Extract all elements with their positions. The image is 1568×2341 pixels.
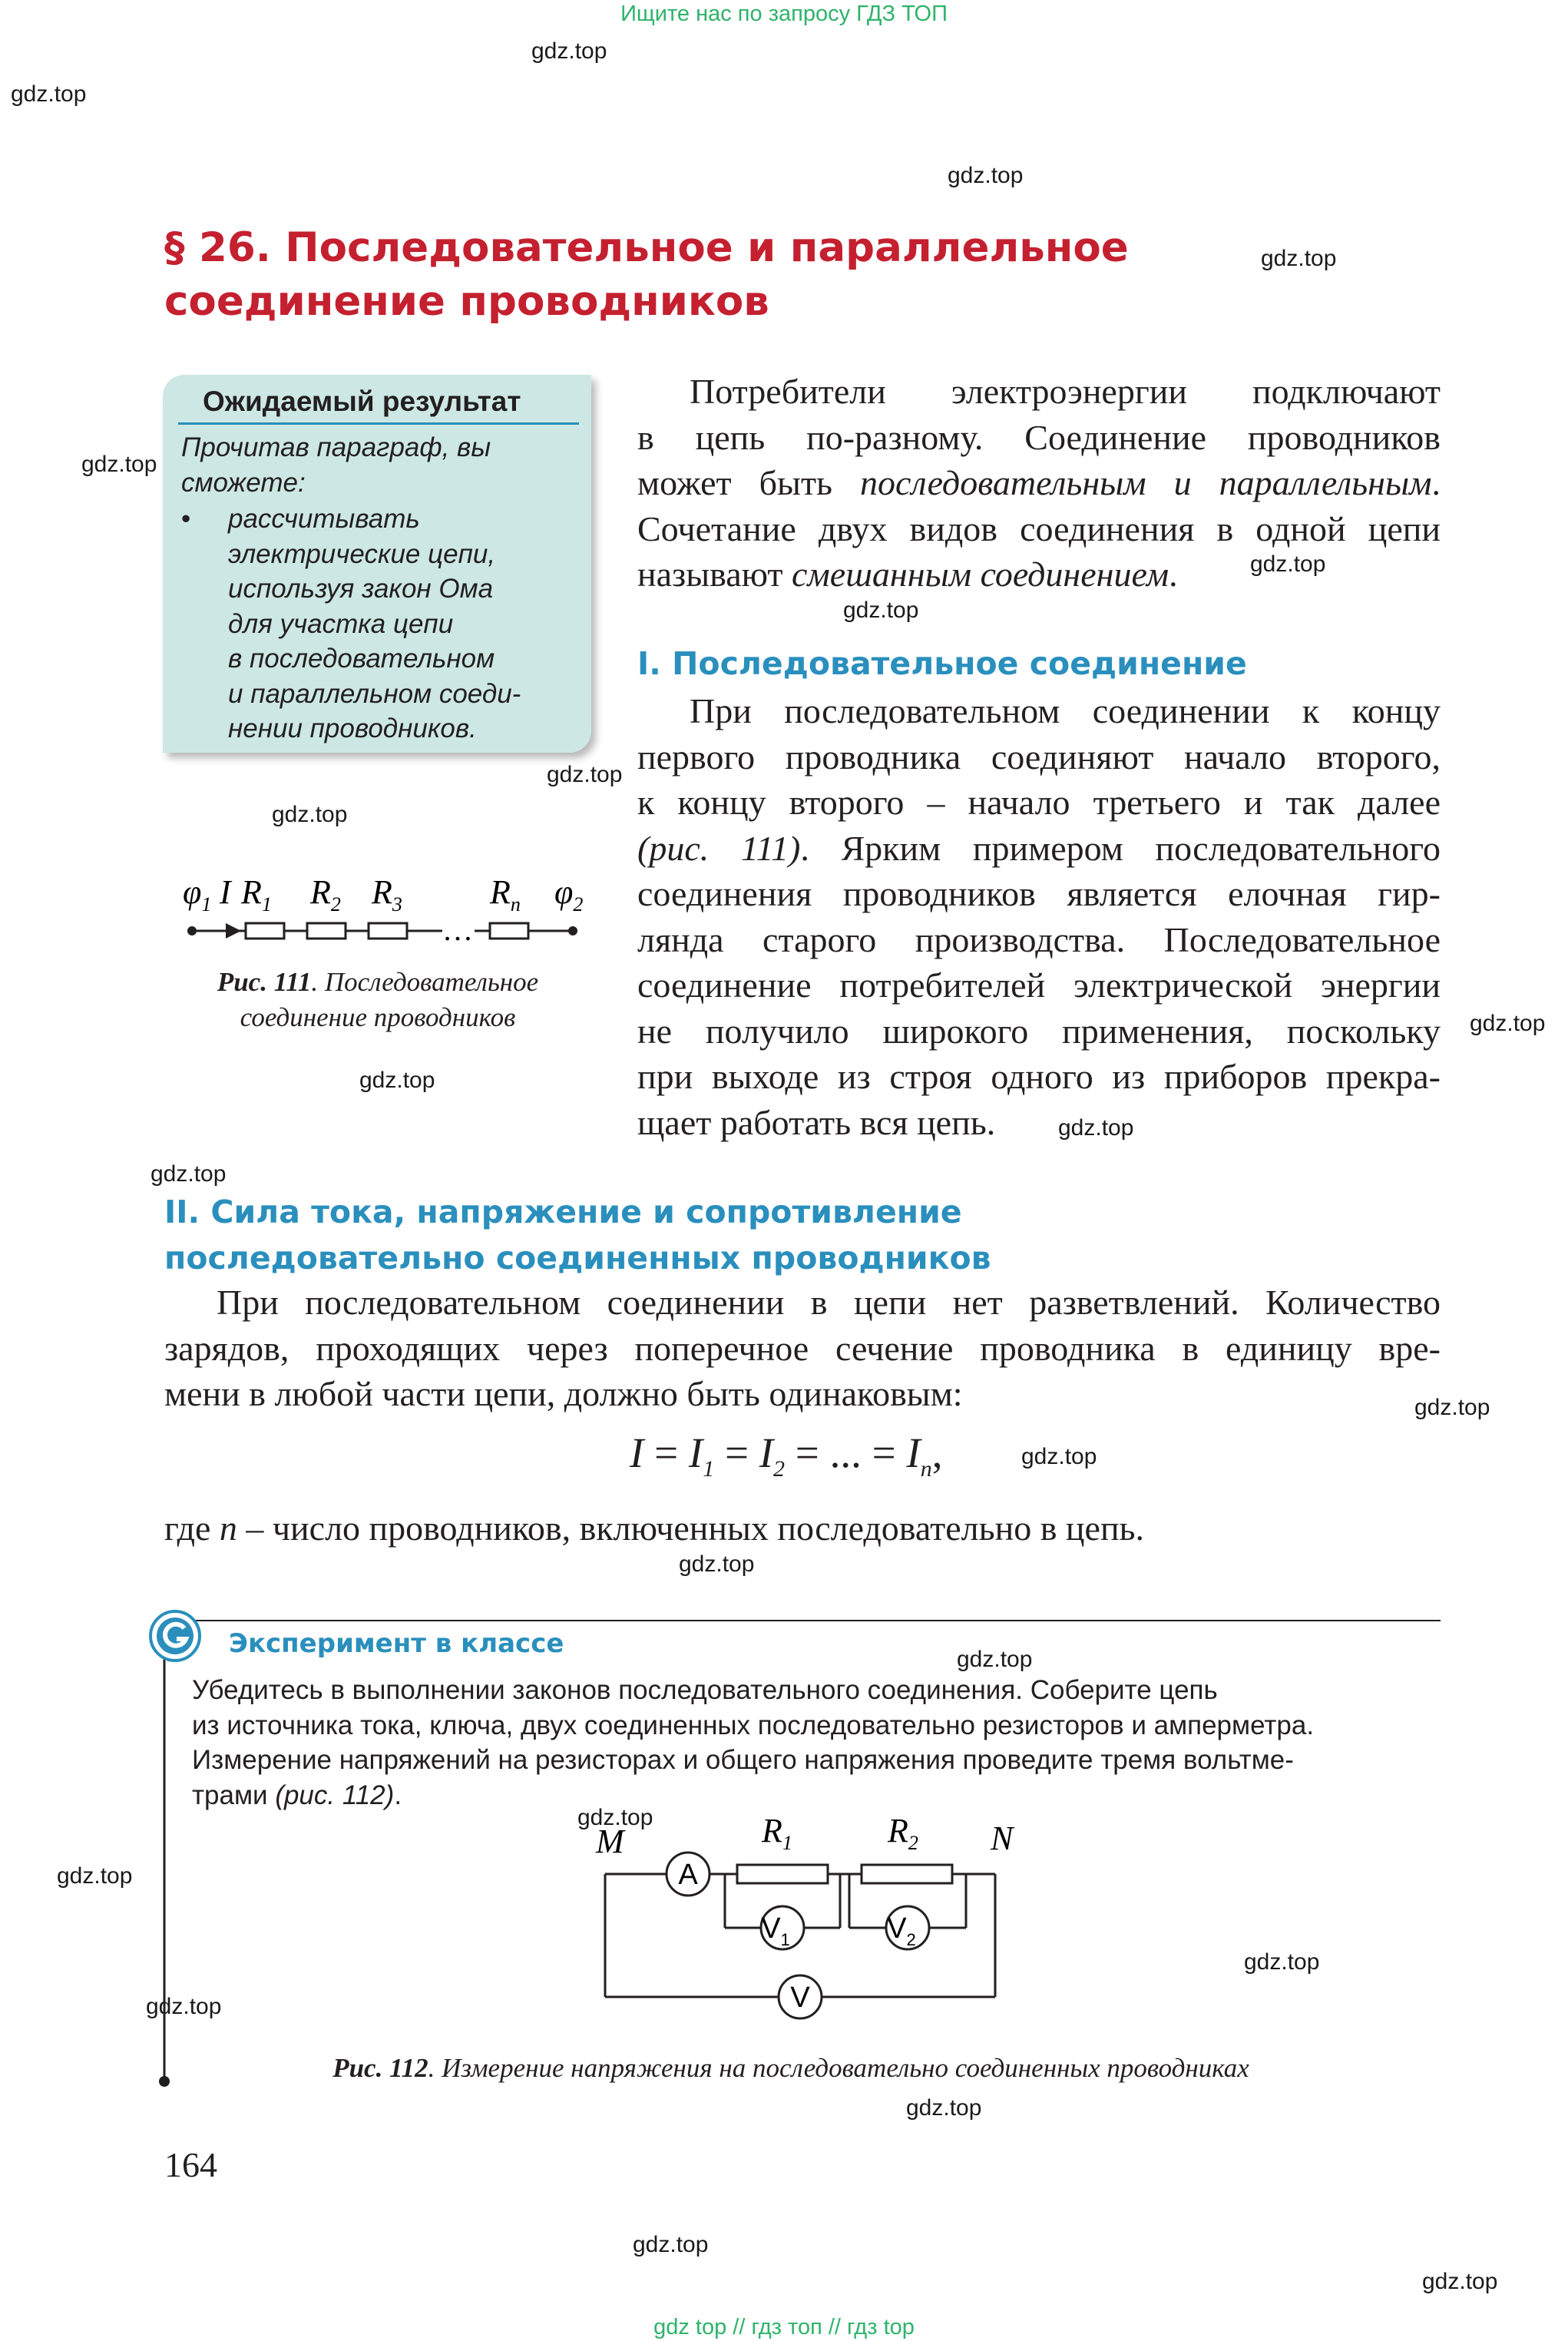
figure-111-series-circuit [174,860,604,960]
watermark: gdz.top [531,38,607,64]
intro-paragraph [637,369,1441,598]
text-line: при выходе из строя одного из приборов прекра- [637,1057,1441,1096]
resistor-r1 [246,923,284,939]
terminal-dot [568,926,577,935]
figure-label: Рис. 112 [332,2053,428,2083]
expected-result-title: Ожидаемый результат [203,386,521,417]
text-line: щает работать вся цепь. [637,1102,996,1142]
terminal-dot [187,926,197,935]
voltmeter-total-label: V [790,1982,810,2014]
watermark: gdz.top [1470,1011,1546,1036]
watermark: gdz.top [547,762,623,787]
figure-reference: (рис. 111) [637,828,801,868]
r2-label: $R_2$ [310,873,341,916]
text-line: к концу второго – начало третьего и так далее [637,783,1441,822]
voltmeter-v1-label: $V_1$ [761,1912,790,1949]
text-fragment: может быть [637,463,861,502]
expected-result-intro [181,430,491,501]
watermark: gdz.top [843,598,919,623]
text-line: первого проводника соединяют начало второго, [637,737,1441,776]
resistor-r2 [862,1865,952,1883]
section-heading-line: II. Сила тока, напряжение и сопротивление [164,1194,962,1230]
phi1-label: $\varphi_1$ [183,873,212,916]
watermark: gdz.top [1250,551,1326,577]
text-line: При последовательном соединении к концу [690,691,1441,730]
ammeter-label: A [678,1859,698,1891]
current-label: I [220,873,231,911]
text-line: Измерение напряжений на резисторах и общего напряжения проведите тремя вольтме- [192,1745,1294,1775]
watermark: gdz.top [957,1647,1033,1672]
text-line: соединения проводников является елочная гир- [637,874,1441,913]
watermark: gdz.top [151,1161,227,1187]
text-line: лянда старого производства. Последовательное [637,919,1441,959]
variable-n: n [219,1508,237,1548]
figure-label: Рис. 111 [217,967,312,997]
r1-label: $R_1$ [241,873,272,916]
watermark: gdz.top [1058,1115,1134,1141]
expected-result-divider [178,422,579,425]
figure-111-caption [163,965,593,1035]
page-title-line: § 26. Последовательное и параллельное [164,224,1129,271]
ellipsis: … [442,912,473,947]
resistor-rn [490,923,528,939]
expected-result-item: рассчитывать электрические цепи, используя закон Ома для участка цепи в последовательном и параллельном соеди- нении проводников. [228,504,521,743]
resistor-r3 [369,923,407,939]
text-line: зарядов, проходящих через поперечное сечение проводника в единицу вре- [164,1328,1441,1368]
text-line: Убедитесь в выполнении законов последовательного соединения. Соберите цепь [192,1675,1218,1705]
experiment-text [192,1673,1314,1813]
text-line: Потребители электроэнергии подключают [690,372,1441,411]
footer-links[interactable]: gdz top // гдз топ // гдз top [653,2315,915,2339]
phi2-label: $\varphi_2$ [554,873,584,916]
expected-result-box [163,375,591,753]
r2-label: $R_2$ [888,1813,918,1854]
text-line: Сочетание двух видов соединения в одной цепи [637,508,1441,548]
caption-text: соединение проводников [240,1002,516,1032]
watermark: gdz.top [1261,246,1337,271]
current-arrow [226,923,241,939]
watermark: gdz.top [272,802,348,827]
voltmeter-v2-label: $V_2$ [887,1912,916,1949]
bullet-marker: • [181,504,191,534]
watermark: gdz.top [81,452,157,477]
figure-reference: (рис. 112) [275,1780,395,1810]
section-heading-line: последовательно соединенных проводников [164,1240,991,1276]
section-heading: I. Последовательное соединение [637,645,1247,682]
emphasis: последовательным и параллельным [860,463,1432,502]
rule-end-dot [159,2076,170,2087]
text-fragment: . [1169,555,1178,594]
page-number: 164 [164,2145,217,2184]
text-fragment: . [394,1780,402,1810]
page-title [164,221,1129,329]
watermark: gdz.top [633,2232,709,2257]
r3-label: $R_3$ [372,873,402,916]
watermark: gdz.top [57,1863,133,1889]
section1-paragraph [637,688,1441,1145]
resistor-r1 [737,1865,828,1883]
text-fragment: – число проводников, включенных последовательно в цепь. [237,1508,1145,1548]
watermark: gdz.top [679,1551,755,1577]
watermark: gdz.top [1244,1949,1320,1975]
watermark: gdz.top [1422,2269,1498,2294]
top-banner[interactable]: Ищите нас по запросу ГДЗ ТОП [620,2,948,26]
caption-text: . Измерение напряжения на последовательно соединенных проводниках [428,2053,1249,2083]
page-title-line: соединение проводников [164,278,769,325]
text-line: в цепь по-разному. Соединение проводников [637,417,1441,457]
rn-label: $R_n$ [490,873,521,916]
watermark: gdz.top [146,1994,222,2019]
text-fragment: трами [192,1780,276,1810]
section2-paragraph [164,1280,1441,1417]
text-line: При последовательном соединении в цепи нет разветвлений. Количество [217,1283,1441,1322]
watermark: gdz.top [948,163,1024,188]
text-fragment: . Ярким примером последовательного [800,828,1441,868]
current-equality-formula: $I = I_1 = I_2$ = ... = $I_n$, [630,1429,943,1482]
r1-label: $R_1$ [762,1813,792,1854]
text-fragment: . [1431,463,1441,502]
experiment-icon [151,1611,200,1661]
expected-result-intro-line: Прочитав параграф, вы [181,432,491,462]
section-heading [164,1189,991,1281]
watermark: gdz.top [1021,1444,1097,1469]
figure-112-caption [192,2051,1390,2086]
watermark: gdz.top [1414,1395,1490,1420]
node-m-label: M [596,1823,624,1860]
formula-explanation [164,1505,1441,1551]
watermark: gdz.top [906,2095,982,2121]
text-fragment: называют [637,555,792,594]
figure-112-voltmeter-circuit [591,1813,1037,2035]
watermark: gdz.top [359,1068,435,1093]
text-line: из источника тока, ключа, двух соединенных последовательно резисторов и амперметра. [192,1710,1315,1740]
emphasis: смешанным соединением [792,555,1169,594]
caption-text: . Последовательное [311,967,539,997]
expected-result-intro-line: сможете: [181,468,306,498]
text-line: не получило широкого применения, поскольку [637,1011,1441,1051]
node-n-label: N [991,1819,1014,1857]
text-fragment: где [164,1508,220,1548]
text-line: мени в любой части цепи, должно быть одинаковым: [164,1374,963,1413]
watermark: gdz.top [577,1805,653,1830]
experiment-title: Эксперимент в классе [229,1628,564,1659]
text-line: соединение потребителей электрической энергии [637,965,1441,1005]
resistor-r2 [307,923,346,939]
watermark: gdz.top [11,81,87,107]
